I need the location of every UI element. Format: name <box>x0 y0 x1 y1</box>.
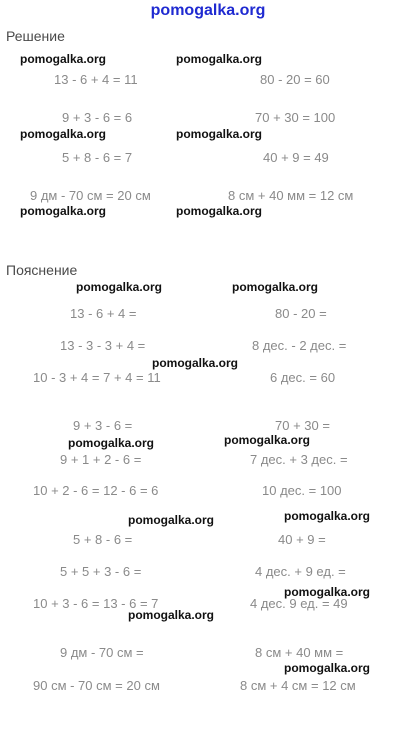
explanation-right-3: 6 дес. = 60 <box>270 370 336 385</box>
explanation-right-1: 80 - 20 = <box>275 306 327 321</box>
explanation-left-5: 9 + 1 + 2 - 6 = <box>60 452 142 467</box>
explanation-right-9: 4 дес. 9 ед. = 49 <box>250 596 348 611</box>
watermark: pomogalka.org <box>232 280 319 294</box>
explanation-right-10: 8 см + 40 мм = <box>255 645 344 660</box>
explanation-right-11: 8 см + 4 см = 12 см <box>240 678 356 693</box>
solution-right-1: 80 - 20 = 60 <box>260 72 330 87</box>
solution-left-4: 9 дм - 70 см = 20 см <box>30 188 151 203</box>
explanation-right-8: 4 дес. + 9 ед. = <box>255 564 346 579</box>
solution-left-3: 5 + 8 - 6 = 7 <box>62 150 133 165</box>
explanation-right-6: 10 дес. = 100 <box>262 483 342 498</box>
watermark: pomogalka.org <box>20 127 107 141</box>
watermark: pomogalka.org <box>76 280 163 294</box>
watermark: pomogalka.org <box>152 356 239 370</box>
watermark: pomogalka.org <box>128 608 215 622</box>
solution-right-4: 8 см + 40 мм = 12 см <box>228 188 354 203</box>
watermark: pomogalka.org <box>128 513 215 527</box>
watermark: pomogalka.org <box>284 585 371 599</box>
explanation-left-4: 9 + 3 - 6 = <box>73 418 133 433</box>
explanation-right-7: 40 + 9 = <box>278 532 326 547</box>
solution-left-2: 9 + 3 - 6 = 6 <box>62 110 133 125</box>
explanation-left-2: 13 - 3 - 3 + 4 = <box>60 338 146 353</box>
explanation-left-3: 10 - 3 + 4 = 7 + 4 = 11 <box>33 370 161 385</box>
watermark: pomogalka.org <box>20 204 107 218</box>
site-title: pomogalka.org <box>150 2 266 19</box>
explanation-heading: Пояснение <box>6 262 78 278</box>
explanation-right-5: 7 дес. + 3 дес. = <box>250 452 348 467</box>
watermark: pomogalka.org <box>176 204 263 218</box>
watermark: pomogalka.org <box>20 52 107 66</box>
explanation-left-6: 10 + 2 - 6 = 12 - 6 = 6 <box>33 483 159 498</box>
watermark: pomogalka.org <box>284 661 371 675</box>
explanation-right-2: 8 дес. - 2 дес. = <box>252 338 347 353</box>
explanation-left-8: 5 + 5 + 3 - 6 = <box>60 564 142 579</box>
explanation-left-11: 90 см - 70 см = 20 см <box>33 678 160 693</box>
watermark: pomogalka.org <box>224 433 311 447</box>
solution-right-2: 70 + 30 = 100 <box>255 110 336 125</box>
solution-right-3: 40 + 9 = 49 <box>263 150 329 165</box>
solution-heading: Решение <box>6 28 65 44</box>
explanation-left-10: 9 дм - 70 см = <box>60 645 144 660</box>
explanation-right-4: 70 + 30 = <box>275 418 330 433</box>
explanation-left-1: 13 - 6 + 4 = <box>70 306 137 321</box>
watermark: pomogalka.org <box>284 509 371 523</box>
watermark: pomogalka.org <box>176 127 263 141</box>
explanation-left-9: 10 + 3 - 6 = 13 - 6 = 7 <box>33 596 159 611</box>
explanation-left-7: 5 + 8 - 6 = <box>73 532 133 547</box>
watermark: pomogalka.org <box>176 52 263 66</box>
solution-left-1: 13 - 6 + 4 = 11 <box>54 72 138 87</box>
watermark: pomogalka.org <box>68 436 155 450</box>
